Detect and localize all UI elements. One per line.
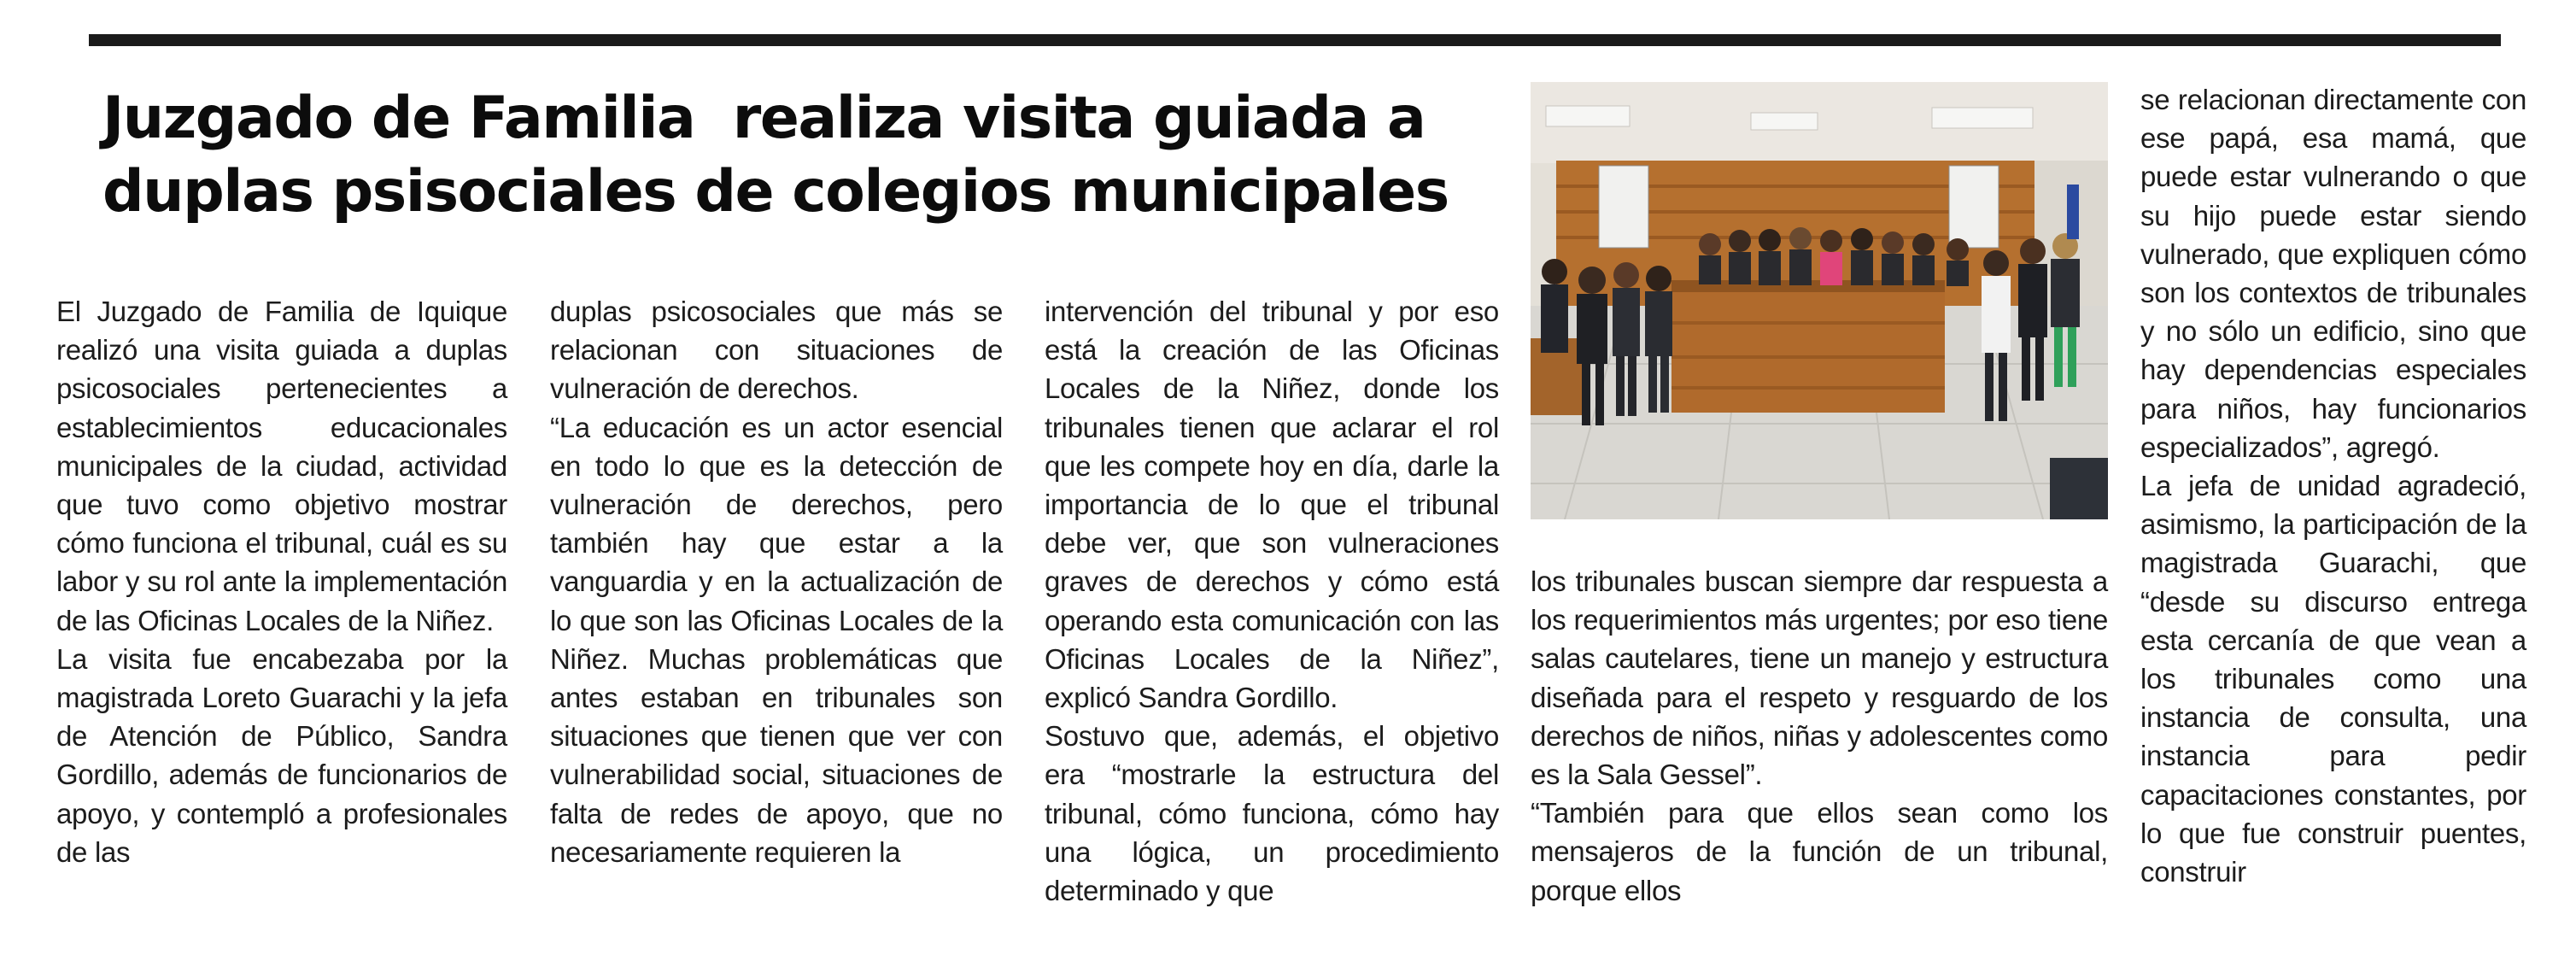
group-photo-courtroom	[1531, 82, 2108, 519]
column-5-paragraph-1: se relacionan directamente con ese papá, esa mamá, que puede estar vulnerando o que su hijo puede estar siendo vulnerado, que expliquen cómo son los contextos de tribunales y no sólo un edificio, sino que hay dependencias especiales para niños, hay funcionarios especializados”, agregó.	[2140, 84, 2526, 463]
top-rule	[89, 34, 2501, 46]
column-1-paragraph-2: La visita fue encabezaba por la magistrada Loreto Guarachi y la jefa de Atención de Público, Sandra Gordillo, además de funcionarios de apoyo, y contempló a profesionales de las	[56, 642, 507, 868]
column-3-paragraph-2: Sostuvo que, además, el objetivo era “mostrarle la estructura del tribunal, cómo funciona, cómo hay una lógica, un procedimiento determinado y que	[1045, 720, 1499, 907]
column-2-paragraph-2: “La educación es un actor esencial en todo lo que es la detección de vulneración de derechos, pero también hay que estar a la vanguardia y en la actualización de lo que son las Oficinas Locales de la Niñez. Muchas problemáticas que antes estaban en tribunales son situaciones que tienen que ver con vulnerabilidad social, situaciones de falta de redes de apoyo, que no necesariamente requieren la	[550, 411, 1003, 868]
headline-line-2: duplas psisociales de colegios municipales	[102, 158, 1449, 226]
courtroom-photo-illustration	[1531, 82, 2108, 519]
column-4-paragraph-2: “También para que ellos sean como los mensajeros de la función de un tribunal, porque ellos	[1531, 797, 2108, 906]
article-column-3	[1045, 292, 1499, 910]
column-2-paragraph-1: duplas psicosociales que más se relacionan con situaciones de vulneración de derechos.	[550, 296, 1003, 405]
column-5-paragraph-2: La jefa de unidad agradeció, asimismo, la participación de la magistrada Guarachi, que “desde su discurso entrega esta cercanía de que vean a los tribunales como una instancia de consulta, una instancia para pedir capacitaciones constantes, por lo que fue construir puentes, construir	[2140, 470, 2526, 888]
article-column-1	[56, 292, 507, 871]
column-3-paragraph-1: intervención del tribunal y por eso está la creación de las Oficinas Locales de la Niñez, donde los tribunales tienen que aclarar el rol que les compete hoy en día, darle la importancia de lo que el tribunal debe ver, que son vulneraciones graves de derechos y cómo está operando esta comunicación con las Oficinas Locales de la Niñez”, explicó Sandra Gordillo.	[1045, 296, 1499, 714]
article-column-2	[550, 292, 1003, 871]
headline-line-1: Juzgado de Familia realiza visita guiada a	[102, 85, 1426, 152]
article-column-4	[1531, 562, 2108, 910]
column-1-paragraph-1: El Juzgado de Familia de Iquique realizó una visita guiada a duplas psicosociales pertenecientes a establecimientos educacionales municipales de la ciudad, actividad que tuvo como objetivo mostrar cómo funciona el tribunal, cuál es su labor y su rol ante la implementación de las Oficinas Locales de la Niñez.	[56, 296, 507, 636]
column-4-paragraph-1: los tribunales buscan siempre dar respuesta a los requerimientos más urgentes; por eso tiene salas cautelares, tiene un manejo y estructura diseñada para el respeto y resguardo de los derechos de niños, niñas y adolescentes como es la Sala Gessel”.	[1531, 565, 2108, 791]
article-column-5	[2140, 80, 2526, 891]
article-headline	[102, 82, 1503, 229]
